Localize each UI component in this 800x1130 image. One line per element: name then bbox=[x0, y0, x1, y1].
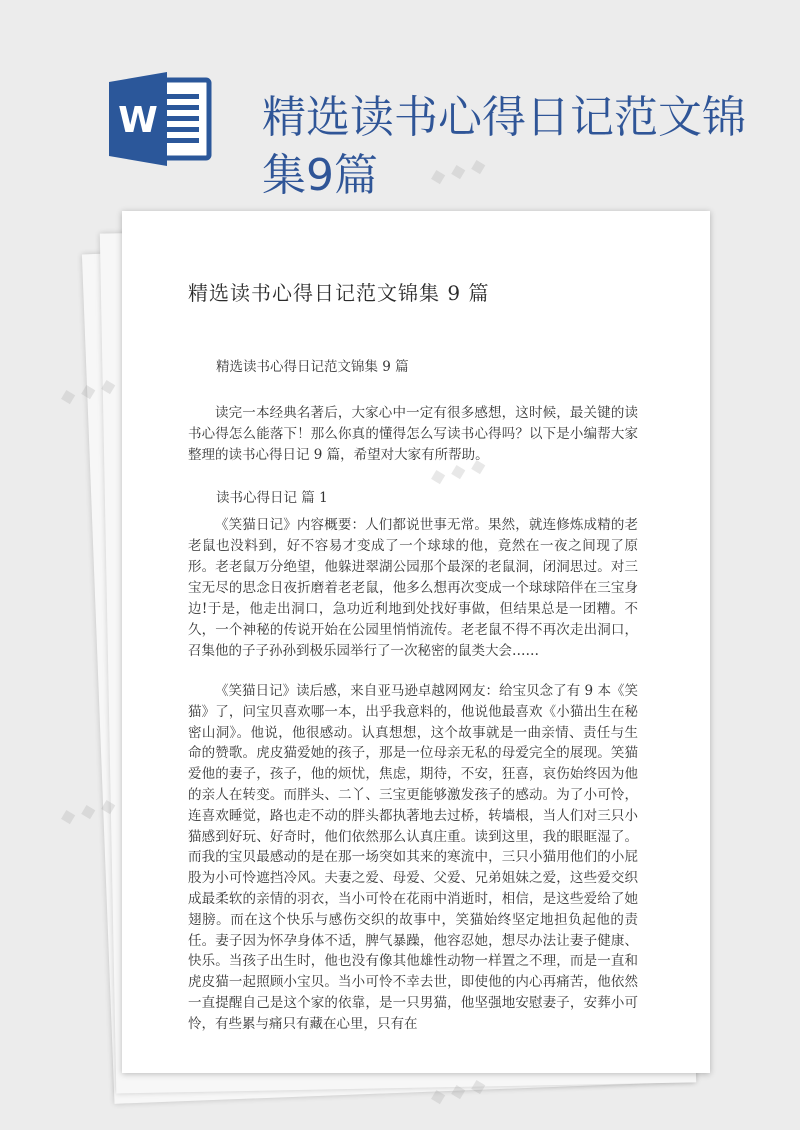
document-subtitle: 精选读书心得日记范文锦集 9 篇 bbox=[216, 359, 409, 375]
document-page bbox=[122, 211, 710, 1073]
document-title: 精选读书心得日记范文锦集 9 篇 bbox=[188, 281, 490, 305]
body-paragraph: 《笑猫日记》内容概要：人们都说世事无常。果然，就连修炼成精的老老鼠也没料到，好不容易才变成了一个球球的他，竟然在一夜之间现了原形。老老鼠万分绝望，他躲进翠湖公园那个最深的老鼠洞，闭洞思过。对三宝无尽的思念日夜折磨着老老鼠，他多么想再次变成一个球球陪伴在三宝身边!于是，他走出洞口，急功近利地到处找好事做，但结果总是一团糟。不久，一个神秘的传说开始在公园里悄悄流传。老老鼠不得不再次走出洞口，召集他的子子孙孙到极乐园举行了一次秘密的鼠类大会…… bbox=[188, 517, 638, 659]
section-heading: 读书心得日记 篇 1 bbox=[216, 490, 328, 506]
banner-title: 精选读书心得日记范文锦集9篇 bbox=[262, 92, 746, 202]
word-icon-letter: W bbox=[118, 100, 158, 141]
word-document-icon bbox=[109, 72, 213, 166]
body-paragraph: 《笑猫日记》读后感，来自亚马逊卓越网网友：给宝贝念了有 9 本《笑猫》了，问宝贝喜欢哪一本，出乎我意料的，他说他最喜欢《小猫出生在秘密山洞》。他说，他很感动。认真想想，这个故事就是一曲亲情、责任与生命的赞歌。虎皮猫爱她的孩子，那是一位母亲无私的母爱完全的展现。笑猫爱他的妻子，孩子，他的烦忧，焦虑，期待，不安，狂喜，哀伤始终因为他的亲人在转变。而胖头、二丫、三宝更能够激发孩子的感动。为了小可怜，连喜欢睡觉，路也走不动的胖头都执著地去过桥，转墙根，当人们对三只小猫感到好玩、好奇时，他们依然那么认真庄重。读到这里，我的眼眶湿了。而我的宝贝最感动的是在那一场突如其来的寒流中，三只小猫用他们的小屁股为小可怜遮挡冷风。夫妻之爱、母爱、父爱、兄弟姐妹之爱，这些爱交织成最柔软的亲情的羽衣，当小可怜在花雨中消逝时，相信，是这些爱给了她翅膀。而在这个快乐与感伤交织的故事中，笑猫始终坚定地担负起他的责任。妻子因为怀孕身体不适，脾气暴躁，他容忍她，想尽办法让妻子健康、快乐。当孩子出生时，他也没有像其他雄性动物一样置之不理，而是一直和虎皮猫一起照顾小宝贝。当小可怜不幸去世，即使他的内心再痛苦，他依然一直提醒自己是这个家的依靠，是一只男猫，他坚强地安慰妻子，安葬小可怜，有些累与痛只有藏在心里，只有在 bbox=[188, 683, 638, 1032]
intro-paragraph: 读完一本经典名著后，大家心中一定有很多感想，这时候，最关键的读书心得怎么能落下！那么你真的懂得怎么写读书心得吗？以下是小编帮大家整理的读书心得日记 9 篇，希望对大家有所帮助。 bbox=[188, 405, 638, 463]
